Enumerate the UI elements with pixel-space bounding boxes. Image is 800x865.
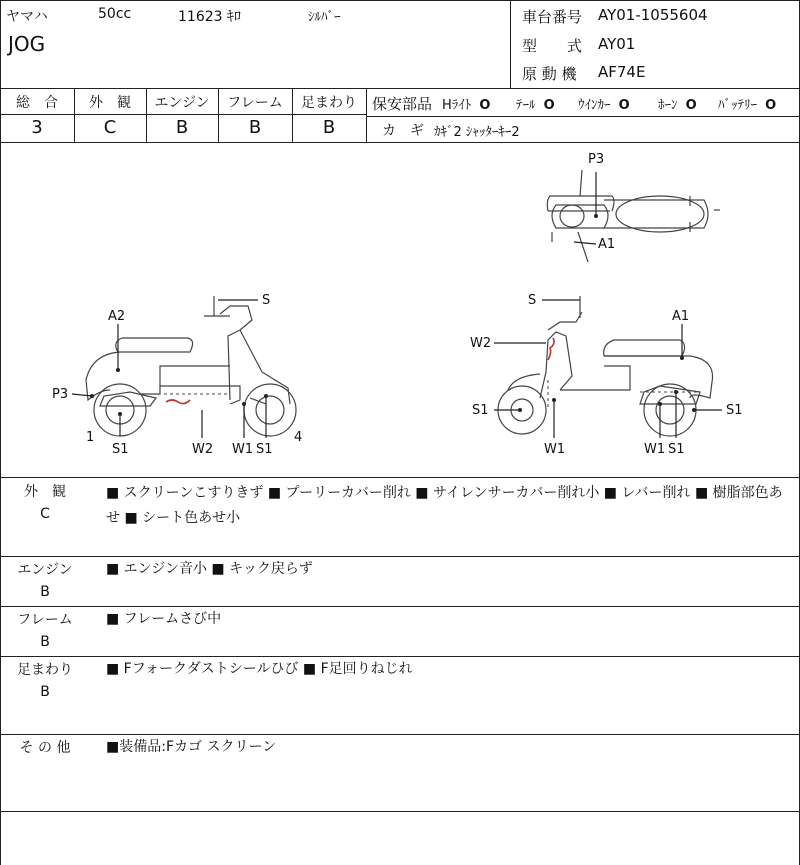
header-bottom-line: [0, 88, 800, 89]
safety-item-headlight: [442, 94, 490, 113]
diagram-label: 1: [86, 430, 95, 445]
remark-category: 外 観: [24, 484, 66, 500]
grade-header-suspension: 足まわり: [301, 95, 357, 111]
remark-grade: B: [40, 584, 50, 600]
displacement: 50cc: [98, 6, 132, 22]
safety-mid-line: [366, 116, 800, 117]
remark-label-frame: [0, 609, 90, 653]
remark-grade: B: [40, 634, 50, 650]
safety-item-mark: O: [765, 98, 777, 113]
safety-item-mark: O: [685, 98, 697, 113]
diagram-label: S1: [472, 403, 489, 418]
top-border: [0, 0, 800, 1]
remark-label-engine: [0, 559, 90, 603]
remark-text-exterior: ■ スクリーンこすりきず ■ プーリーカバー削れ ■ サイレンサーカバー削れ小 ■ レバー削れ ■ 樹脂部色あせ ■ シート色あせ小: [106, 485, 783, 526]
safety-item-name: ﾎｰﾝ: [658, 98, 678, 113]
safety-label: 保安部品: [372, 95, 433, 113]
damage-mark: [548, 338, 554, 360]
remark-label-other: [0, 737, 90, 759]
grade-frame: B: [248, 117, 262, 138]
diagram-label: W1: [544, 442, 566, 457]
remark-category: エンジン: [17, 562, 73, 578]
grade-col-line: [366, 88, 367, 142]
diagram-label: W1: [644, 442, 666, 457]
diagram-label: A1: [598, 237, 616, 252]
grade-total: 3: [31, 117, 43, 138]
diagram-label: W2: [470, 336, 492, 351]
safety-item-mark: O: [618, 98, 630, 113]
diagram-label: A1: [672, 309, 690, 324]
header-divider: [510, 0, 511, 88]
damage-mark: [166, 400, 190, 404]
maker: ヤマハ: [6, 9, 48, 25]
remark-text-other: ■装備品:Fカゴ スクリーン: [106, 739, 277, 755]
safety-item-mark: O: [543, 98, 555, 113]
diagram-bottom-line: [0, 477, 800, 478]
safety-item-mark: O: [479, 98, 491, 113]
diagram-label: P3: [588, 152, 605, 167]
diagram-label: 4: [294, 430, 303, 445]
diagram-label: A2: [108, 309, 126, 324]
remark-grade: C: [40, 506, 50, 522]
type-value: AY01: [598, 35, 636, 53]
remark-category: 足まわり: [17, 662, 73, 678]
grade-header-engine: エンジン: [154, 95, 210, 111]
safety-item-horn: [658, 94, 697, 113]
grade-mid-line: [0, 114, 366, 115]
frame-no-label: 車台番号: [522, 8, 583, 26]
remark-grade: B: [40, 684, 50, 700]
grade-header-frame: フレーム: [227, 95, 283, 111]
diagram-label: W2: [192, 442, 214, 457]
safety-item-tail: [516, 94, 555, 113]
safety-item-battery: [718, 94, 776, 113]
key-label: カ ギ: [382, 123, 424, 139]
scooter-diagram: [0, 143, 800, 477]
safety-item-name: ｳｲﾝｶｰ: [578, 98, 611, 113]
grade-engine: B: [175, 117, 189, 138]
diagram-label: P3: [52, 387, 69, 402]
safety-item-name: Hﾗｲﾄ: [442, 98, 472, 113]
remarks-line: [0, 811, 800, 812]
grade-header-total: 総 合: [16, 95, 58, 111]
model-name: JOG: [8, 32, 46, 56]
frame-no: AY01-1055604: [598, 6, 708, 24]
type-label: 型 式: [522, 37, 583, 55]
remark-label-suspension: [0, 659, 90, 703]
engine-value: AF74E: [598, 63, 646, 81]
grade-header-exterior: 外 観: [89, 95, 131, 111]
diagram-label: W1: [232, 442, 254, 457]
remark-text-suspension: ■ Fフォークダストシールひび ■ F足回りねじれ: [106, 661, 413, 677]
grade-exterior: C: [103, 117, 117, 138]
grade-suspension: B: [322, 117, 336, 138]
color: ｼﾙﾊﾞｰ: [308, 10, 341, 25]
remark-text-engine: ■ エンジン音小 ■ キック戻らず: [106, 561, 313, 577]
key-text: ｶｷﾞ2 ｼｬｯﾀｰｷｰ2: [434, 125, 520, 140]
remark-category: そ の 他: [19, 740, 71, 756]
remark-category: フレーム: [17, 612, 73, 628]
remark-label-exterior: [0, 481, 90, 525]
mileage: 11623 ｷﾛ: [178, 9, 241, 25]
engine-label: 原 動 機: [522, 65, 577, 83]
remark-text-frame: ■ フレームさび中: [106, 611, 222, 627]
safety-item-name: ﾊﾞｯﾃﾘｰ: [718, 98, 757, 113]
scooter-top-view: [547, 170, 720, 262]
diagram-label: S1: [256, 442, 273, 457]
diagram-label: S1: [112, 442, 129, 457]
diagram-label: S: [528, 293, 537, 308]
safety-item-winker: [578, 94, 630, 113]
diagram-label: S1: [668, 442, 685, 457]
safety-item-name: ﾃｰﾙ: [516, 98, 536, 113]
diagram-label: S: [262, 293, 271, 308]
diagram-label: S1: [726, 403, 743, 418]
